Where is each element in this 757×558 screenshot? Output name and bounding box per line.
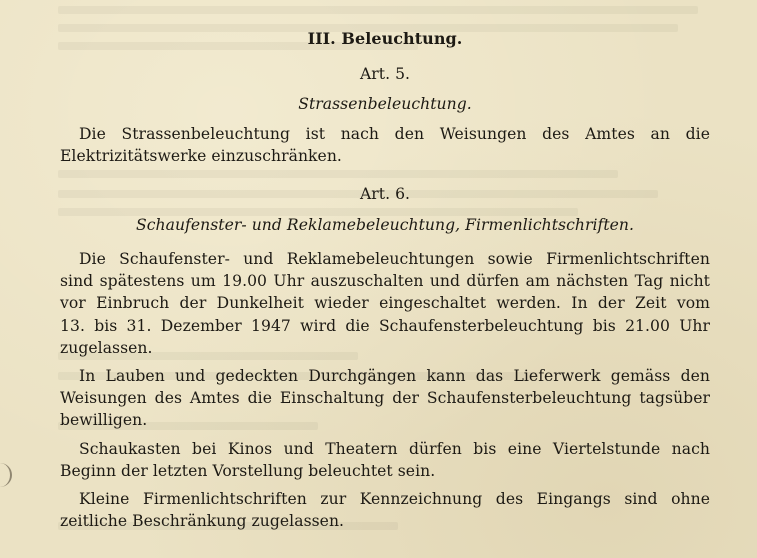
article-5-subtitle: Strassenbeleuchtung. <box>298 95 472 113</box>
section-title: III. Beleuchtung. <box>307 29 463 48</box>
article-6-paragraph-1-line: Die Schaufenster- und Reklamebeleuchtungen sowie Firmenlichtschriften <box>79 250 710 268</box>
article-5-text-line: Elektrizitätswerke einzuschränken. <box>60 147 342 165</box>
article-6-paragraph-4-line: zeitliche Beschränkung zugelassen. <box>60 512 345 530</box>
article-6-paragraph-2-line: Weisungen des Amtes die Einschaltung der Schaufensterbeleuchtung tagsüber <box>60 389 710 407</box>
bleed-through-line <box>58 6 698 14</box>
article-6-paragraph-3-line: Schaukasten bei Kinos und Theatern dürfen bis eine Viertelstunde nach <box>79 440 710 458</box>
article-6-heading: Art. 6. <box>359 185 411 203</box>
margin-bracket-mark <box>0 463 12 487</box>
article-5-text-line: Die Strassenbeleuchtung ist nach den Weisungen des Amtes an die <box>79 125 710 143</box>
article-6-paragraph-3-line: Beginn der letzten Vorstellung beleuchtet sein. <box>60 462 436 480</box>
article-6-paragraph-2-line: In Lauben und gedeckten Durchgängen kann das Lieferwerk gemäss den <box>79 367 710 385</box>
article-6-paragraph-1-line: sind spätestens um 19.00 Uhr auszuschalten und dürfen am nächsten Tag nicht <box>60 272 710 290</box>
article-5-heading: Art. 5. <box>359 65 411 83</box>
article-6-paragraph-1-line: vor Einbruch der Dunkelheit wieder eingeschaltet werden. In der Zeit vom <box>60 294 710 312</box>
article-6-subtitle: Schaufenster- und Reklamebeleuchtung, Firmenlichtschriften. <box>135 216 635 234</box>
article-6-paragraph-1-line: 13. bis 31. Dezember 1947 wird die Schaufensterbeleuchtung bis 21.00 Uhr <box>60 317 710 335</box>
article-6-paragraph-2-line: bewilligen. <box>60 411 148 429</box>
article-6-paragraph-1-line: zugelassen. <box>60 339 153 357</box>
article-6-paragraph-4-line: Kleine Firmenlichtschriften zur Kennzeichnung des Eingangs sind ohne <box>79 490 710 508</box>
bleed-through-line <box>58 170 618 178</box>
